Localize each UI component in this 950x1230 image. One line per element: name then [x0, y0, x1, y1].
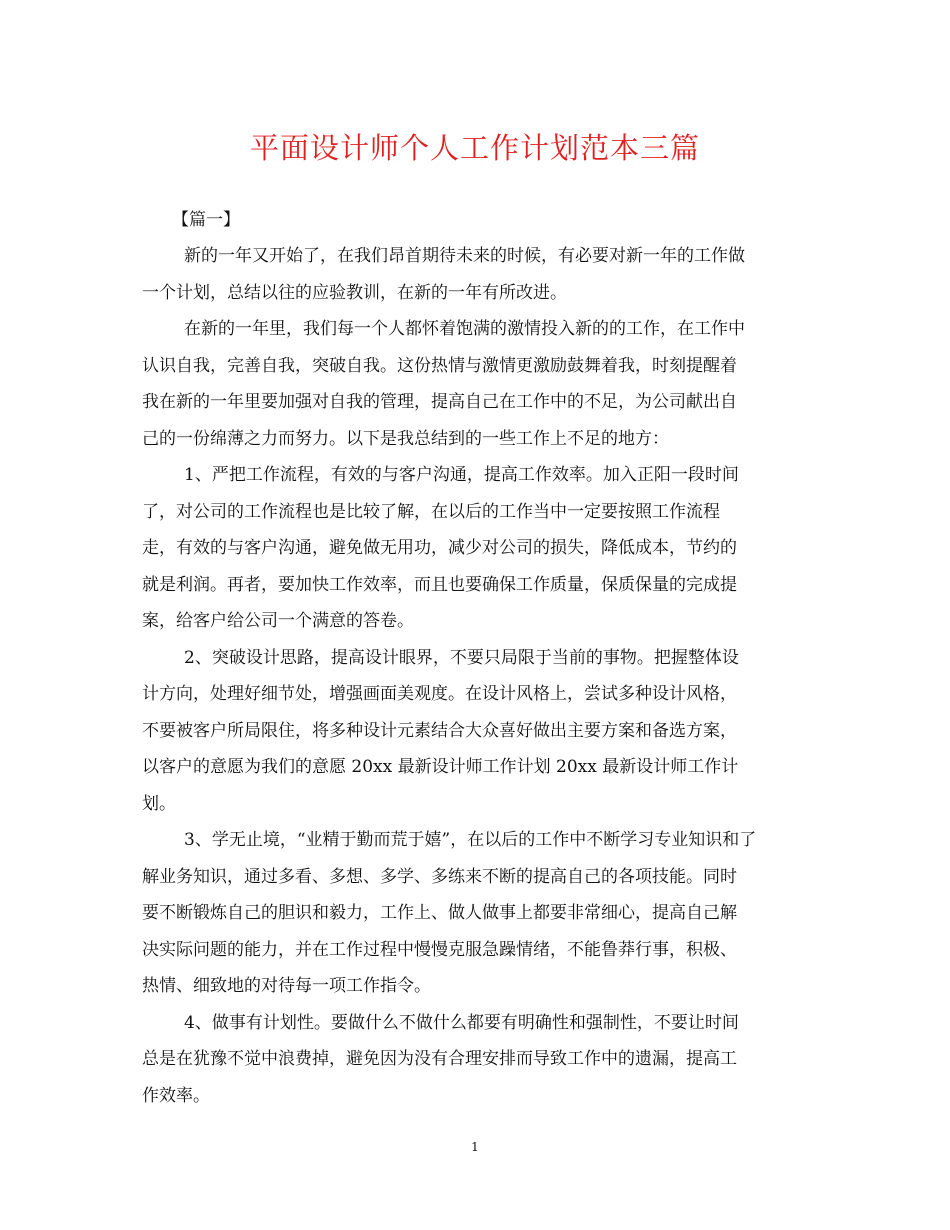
paragraph: [142, 640, 810, 823]
paragraph-line: 新的一年又开始了，在我们昂首期待未来的时候，有必要对新一年的工作做: [184, 246, 745, 266]
paragraph-line: 就是利润。再者，要加快工作效率，而且也要确保工作质量，保质保量的完成提: [142, 574, 737, 595]
paragraph-line: 走，有效的与客户沟通，避免做无用功，减少对公司的损失，降低成本，节约的: [142, 538, 737, 558]
paragraph-line: 2、突破设计思路，提高设计眼界，不要只局限于当前的事物。把握整体设: [184, 647, 739, 668]
paragraph-line: 在新的一年里，我们每一个人都怀着饱满的激情投入新的的工作，在工作中: [184, 319, 745, 339]
paragraph-line: 认识自我，完善自我，突破自我。这份热情与激情更激励鼓舞着我，时刻提醒着: [142, 355, 737, 376]
paragraph-line: 4、做事有计划性。要做什么不做什么都要有明确性和强制性，不要让时间: [184, 1012, 739, 1033]
paragraph-line: 总是在犹豫不觉中浪费掉，避免因为没有合理安排而导致工作中的遗漏，提高工: [142, 1049, 737, 1069]
paragraph-line: 作效率。: [142, 1085, 210, 1106]
document-body: [142, 202, 810, 1114]
paragraph-line: 了，对公司的工作流程也是比较了解，在以后的工作当中一定要按照工作流程: [142, 501, 720, 522]
paragraph-line: 热情、细致地的对待每一项工作指令。: [142, 976, 431, 996]
section-label: 【篇一】: [172, 210, 240, 230]
paragraph-line: 计方向，处理好细节处，增强画面美观度。在设计风格上，尝试多种设计风格，: [142, 684, 737, 704]
paragraph-line: 3、学无止境，“业精于勤而荒于嬉”，在以后的工作中不断学习专业知识和了: [184, 830, 757, 850]
document-title: 平面设计师个人工作计划范本三篇: [249, 131, 700, 165]
paragraph-line: 要不断锻炼自己的胆识和毅力，工作上、做人做事上都要非常细心，提高自己解: [142, 903, 737, 923]
page-number: 1: [471, 1140, 479, 1154]
paragraph-line: 划。: [142, 793, 176, 814]
paragraph-line: 己的一份绵薄之力而努力。以下是我总结到的一些工作上不足的地方：: [142, 428, 669, 449]
paragraph-line: 决实际问题的能力，并在工作过程中慢慢克服急躁情绪，不能鲁莽行事，积极、: [142, 939, 737, 960]
paragraph-line: 解业务知识，通过多看、多想、多学、多练来不断的提高自己的各项技能。同时: [142, 866, 737, 887]
paragraph: [142, 457, 810, 640]
paragraph-line: 1、严把工作流程，有效的与客户沟通，提高工作效率。加入正阳一段时间: [184, 465, 739, 485]
paragraph-line: 我在新的一年里要加强对自我的管理，提高自己在工作中的不足，为公司献出自: [142, 392, 737, 412]
paragraph-line: 以客户的意愿为我们的意愿 20xx 最新设计师工作计划 20xx 最新设计师工作计: [142, 757, 739, 777]
paragraph: [142, 238, 810, 311]
paragraph: [142, 822, 810, 1005]
paragraph-line: 一个计划，总结以往的应验教训，在新的一年有所改进。: [142, 282, 567, 303]
paragraph: [142, 1005, 810, 1115]
paragraph-list: [142, 238, 810, 1114]
paragraph: [142, 311, 810, 457]
paragraph-line: 不要被客户所局限住，将多种设计元素结合大众喜好做出主要方案和备选方案，: [142, 720, 737, 741]
paragraph-line: 案，给客户给公司一个满意的答卷。: [142, 611, 414, 631]
